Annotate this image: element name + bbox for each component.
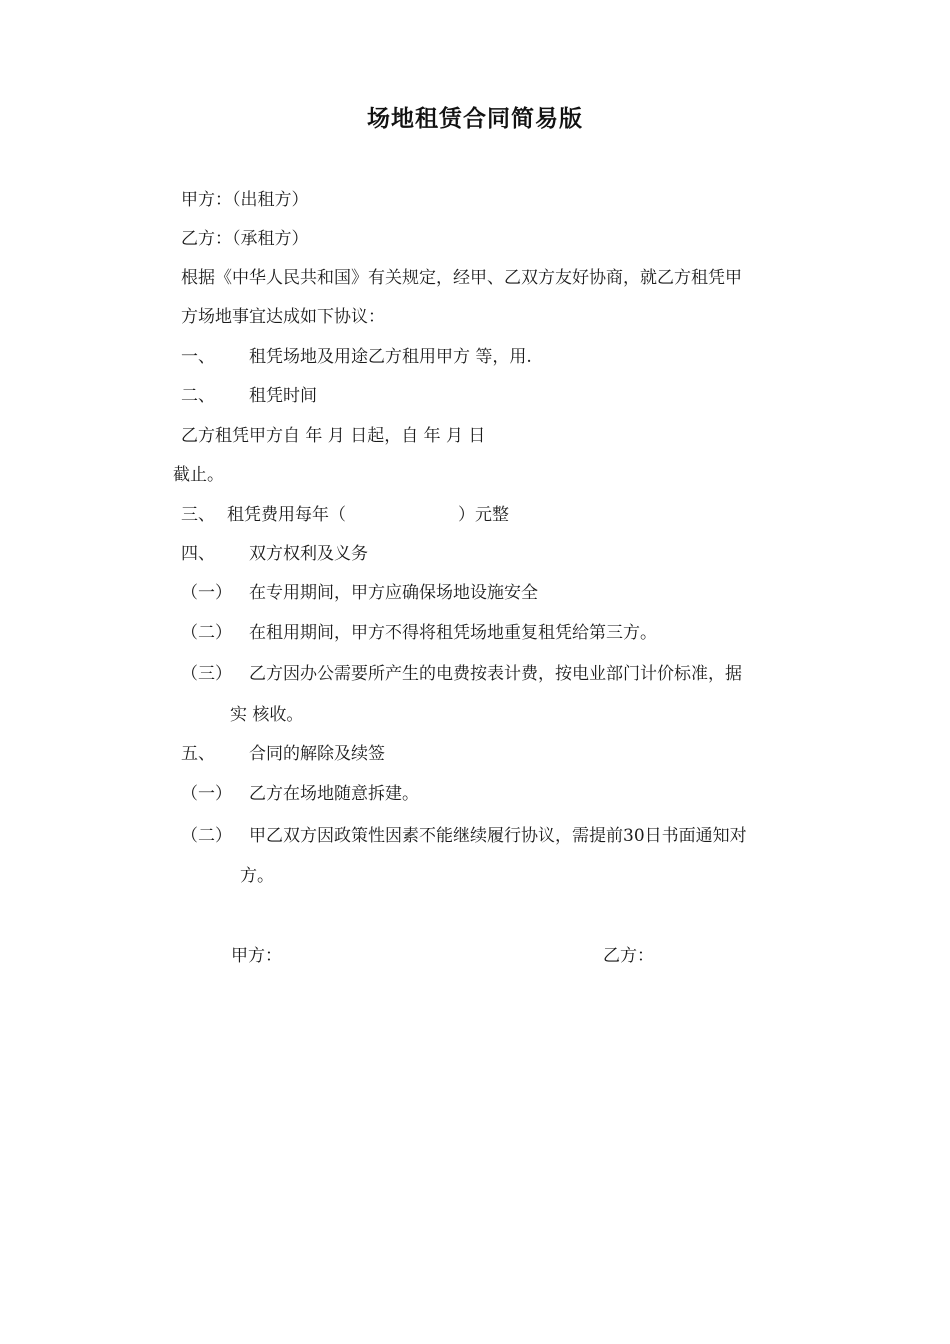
clause-2-end-text: 截止。 bbox=[173, 465, 224, 485]
clause-4-1-line bbox=[181, 581, 538, 605]
clause-4-line bbox=[181, 542, 368, 566]
clause-4-text: 双方权利及义务 bbox=[249, 544, 368, 564]
clause-2-text: 租凭时间 bbox=[249, 386, 317, 406]
clause-4-2-text: 在租用期间，甲方不得将租凭场地重复租凭给第三方。 bbox=[249, 623, 657, 643]
party-a-text: 甲方：（出租方） bbox=[181, 190, 309, 210]
clause-4-1-text: 在专用期间，甲方应确保场地设施安全 bbox=[249, 583, 538, 603]
clause-number: 二、 bbox=[181, 386, 215, 406]
document-title: 场地租赁合同简易版 bbox=[367, 106, 583, 132]
clause-number: 四、 bbox=[181, 544, 215, 564]
sub-clause-number: （三） bbox=[181, 664, 232, 684]
signature-party-a: 甲方： bbox=[231, 946, 282, 966]
clause-4-3-line bbox=[181, 662, 742, 686]
clause-1-line bbox=[181, 345, 532, 369]
party-b-text: 乙方：（承租方） bbox=[181, 229, 309, 249]
sub-clause-number: （一） bbox=[181, 583, 232, 603]
clause-3-line bbox=[181, 503, 509, 527]
sub-clause-number: （一） bbox=[181, 784, 232, 804]
preamble-line-2 bbox=[181, 305, 385, 329]
clause-4-3-cont-text: 实 核收。 bbox=[230, 705, 304, 725]
clause-5-1-text: 乙方在场地随意拆建。 bbox=[249, 784, 419, 804]
clause-number: 五、 bbox=[181, 744, 215, 764]
clause-5-2-cont-line bbox=[240, 864, 274, 888]
clause-5-line bbox=[181, 742, 385, 766]
clause-4-3-text: 乙方因办公需要所产生的电费按表计费，按电业部门计价标准，据 bbox=[249, 664, 742, 684]
clause-5-text: 合同的解除及续签 bbox=[249, 744, 385, 764]
clause-number: 三、 bbox=[181, 505, 215, 525]
clause-5-2-line bbox=[181, 824, 747, 848]
clause-5-2-text: 甲乙双方因政策性因素不能继续履行协议，需提前30日书面通知对 bbox=[249, 826, 747, 846]
clause-2-body-line bbox=[181, 424, 485, 448]
clause-5-1-line bbox=[181, 782, 419, 806]
clause-2-body-text: 乙方租凭甲方自 年 月 日起，自 年 月 日 bbox=[181, 426, 486, 446]
party-a-line bbox=[181, 188, 309, 212]
preamble-line-1 bbox=[181, 266, 742, 290]
clause-2-end-line bbox=[173, 463, 224, 487]
preamble-text-1: 根据《中华人民共和国》有关规定，经甲、乙双方友好协商，就乙方租凭甲 bbox=[181, 268, 742, 288]
clause-2-line bbox=[181, 384, 317, 408]
signature-party-b: 乙方： bbox=[603, 946, 654, 966]
preamble-text-2: 方场地事宜达成如下协议： bbox=[181, 307, 385, 327]
clause-4-2-line bbox=[181, 621, 657, 645]
clause-3-text: 租凭费用每年（ bbox=[227, 505, 346, 525]
clause-number: 一、 bbox=[181, 347, 215, 367]
sub-clause-number: （二） bbox=[181, 826, 232, 846]
sub-clause-number: （二） bbox=[181, 623, 232, 643]
clause-3-suffix: ）元整 bbox=[458, 505, 509, 525]
clause-1-text: 租凭场地及用途乙方租用甲方 等，用. bbox=[249, 347, 532, 367]
clause-5-2-cont-text: 方。 bbox=[240, 866, 274, 886]
party-b-line bbox=[181, 227, 309, 251]
clause-4-3-cont-line bbox=[230, 703, 303, 727]
